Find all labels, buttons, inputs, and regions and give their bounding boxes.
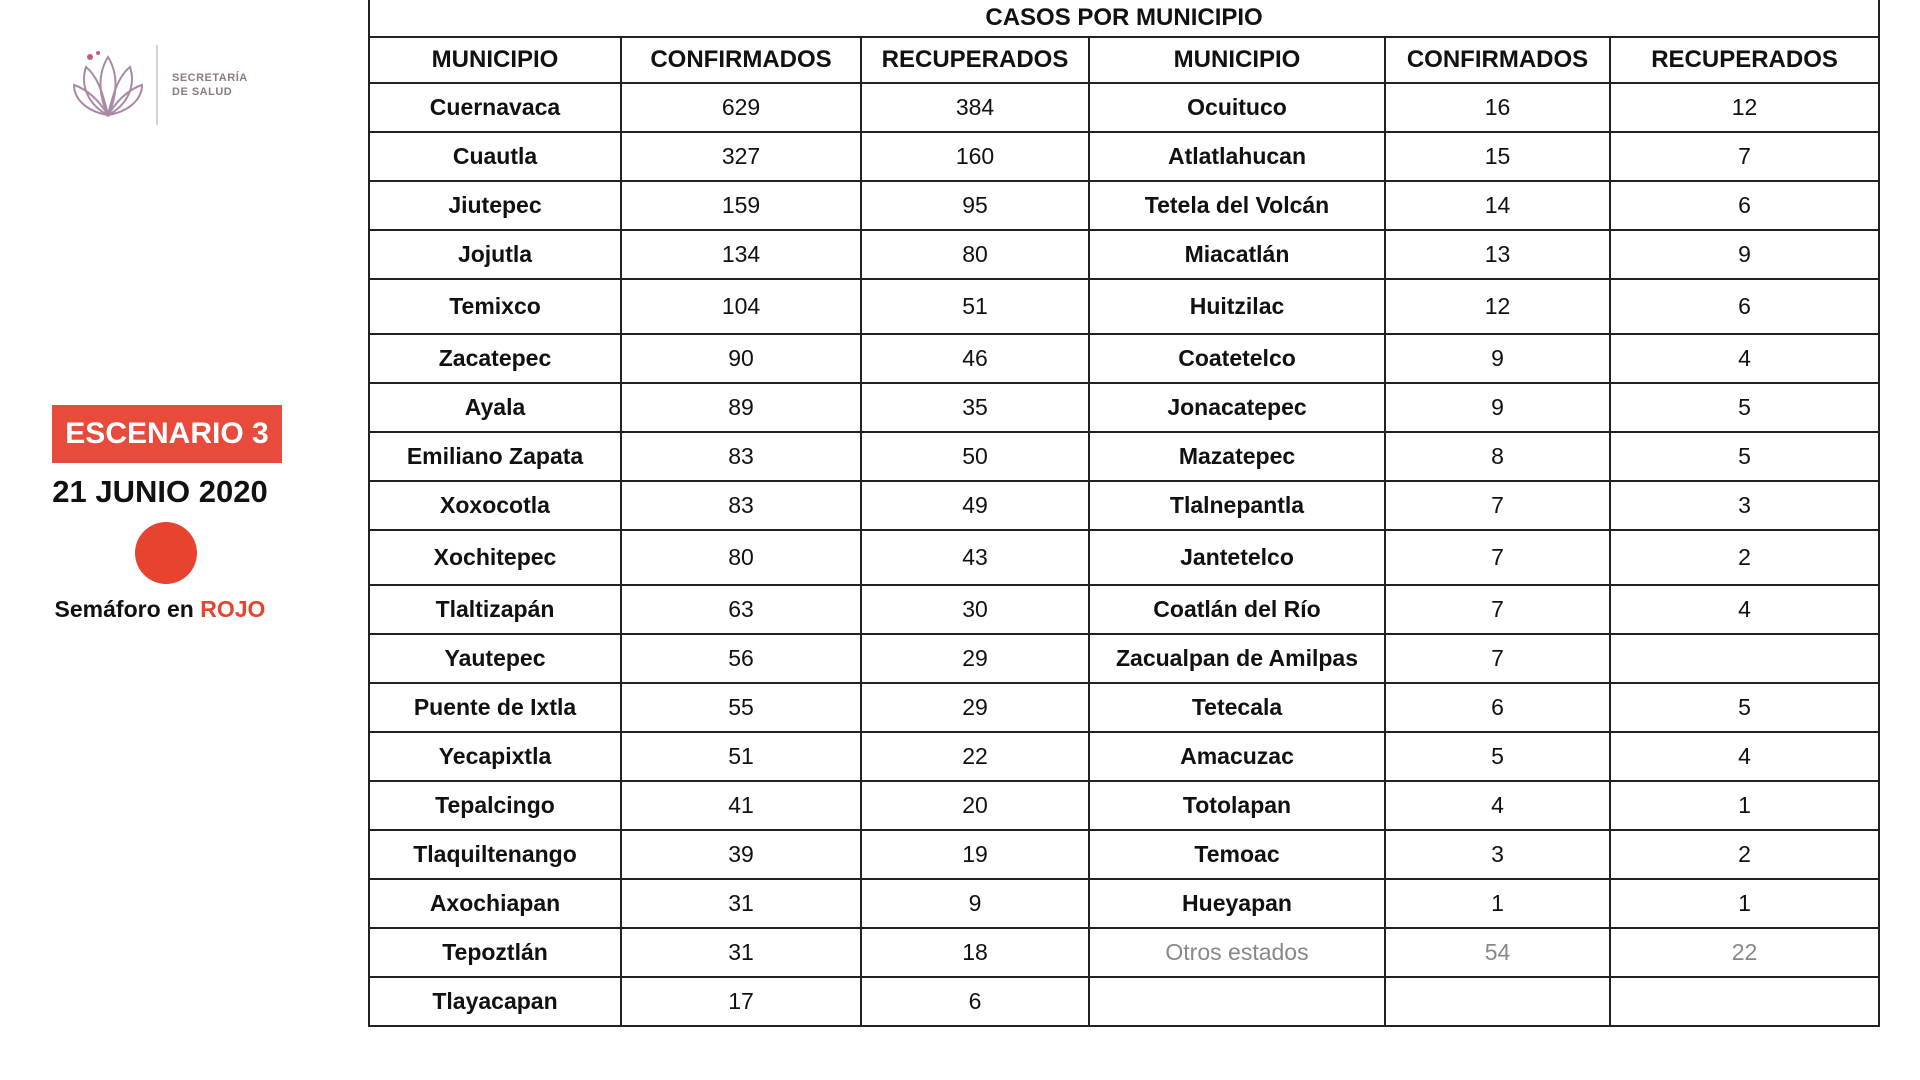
cell-municipio-right: Miacatlán bbox=[1089, 230, 1385, 279]
table-row bbox=[369, 334, 1879, 383]
cell-confirmados-left: 17 bbox=[621, 977, 861, 1026]
cell-recuperados-left: 95 bbox=[861, 181, 1089, 230]
table-row bbox=[369, 781, 1879, 830]
cell-confirmados-left: 55 bbox=[621, 683, 861, 732]
cell-municipio-left: Axochiapan bbox=[369, 879, 621, 928]
scenario-badge: ESCENARIO 3 bbox=[52, 405, 282, 463]
cell-recuperados-right: 9 bbox=[1610, 230, 1879, 279]
cell-confirmados-left: 159 bbox=[621, 181, 861, 230]
cell-confirmados-left: 629 bbox=[621, 83, 861, 132]
cell-recuperados-right: 4 bbox=[1610, 732, 1879, 781]
table-row bbox=[369, 432, 1879, 481]
cell-recuperados-left: 160 bbox=[861, 132, 1089, 181]
cell-recuperados-left: 18 bbox=[861, 928, 1089, 977]
cell-recuperados-right: 12 bbox=[1610, 83, 1879, 132]
header-recuperados-left: RECUPERADOS bbox=[861, 37, 1089, 83]
table-row bbox=[369, 83, 1879, 132]
cell-municipio-left: Yecapixtla bbox=[369, 732, 621, 781]
cell-recuperados-right: 1 bbox=[1610, 879, 1879, 928]
header-confirmados-right: CONFIRMADOS bbox=[1385, 37, 1610, 83]
logo-text bbox=[172, 71, 248, 99]
semaforo-dot bbox=[135, 522, 197, 584]
cell-municipio-right: Hueyapan bbox=[1089, 879, 1385, 928]
cell-municipio-right: Jonacatepec bbox=[1089, 383, 1385, 432]
cell-confirmados-right: 8 bbox=[1385, 432, 1610, 481]
cell-municipio-left: Tlaltizapán bbox=[369, 585, 621, 634]
cell-recuperados-right bbox=[1610, 977, 1879, 1026]
header-confirmados-left: CONFIRMADOS bbox=[621, 37, 861, 83]
cell-municipio-left: Tepoztlán bbox=[369, 928, 621, 977]
cell-confirmados-left: 31 bbox=[621, 879, 861, 928]
cell-municipio-left: Emiliano Zapata bbox=[369, 432, 621, 481]
cell-confirmados-right: 12 bbox=[1385, 279, 1610, 334]
cell-municipio-left: Puente de Ixtla bbox=[369, 683, 621, 732]
table-row bbox=[369, 879, 1879, 928]
cell-recuperados-left: 6 bbox=[861, 977, 1089, 1026]
semaforo-color-word: ROJO bbox=[200, 596, 266, 622]
cell-recuperados-right: 2 bbox=[1610, 830, 1879, 879]
cell-recuperados-left: 30 bbox=[861, 585, 1089, 634]
cell-municipio-right: Otros estados bbox=[1089, 928, 1385, 977]
cell-recuperados-right: 6 bbox=[1610, 279, 1879, 334]
cell-municipio-right: Atlatlahucan bbox=[1089, 132, 1385, 181]
logo-line2: DE SALUD bbox=[172, 86, 233, 98]
cell-municipio-right: Zacualpan de Amilpas bbox=[1089, 634, 1385, 683]
cell-recuperados-left: 46 bbox=[861, 334, 1089, 383]
cell-municipio-right: Jantetelco bbox=[1089, 530, 1385, 585]
cell-recuperados-left: 80 bbox=[861, 230, 1089, 279]
table-body bbox=[369, 83, 1879, 1026]
table-row bbox=[369, 830, 1879, 879]
cell-confirmados-left: 104 bbox=[621, 279, 861, 334]
cell-municipio-left: Xoxocotla bbox=[369, 481, 621, 530]
cell-confirmados-right: 9 bbox=[1385, 383, 1610, 432]
header-municipio-right: MUNICIPIO bbox=[1089, 37, 1385, 83]
cell-confirmados-right: 4 bbox=[1385, 781, 1610, 830]
cell-confirmados-right: 16 bbox=[1385, 83, 1610, 132]
cell-confirmados-left: 41 bbox=[621, 781, 861, 830]
cell-recuperados-right: 6 bbox=[1610, 181, 1879, 230]
cell-confirmados-left: 83 bbox=[621, 481, 861, 530]
cell-municipio-right: Tetecala bbox=[1089, 683, 1385, 732]
cell-confirmados-right: 54 bbox=[1385, 928, 1610, 977]
cell-confirmados-left: 90 bbox=[621, 334, 861, 383]
cell-recuperados-right: 3 bbox=[1610, 481, 1879, 530]
table-row bbox=[369, 683, 1879, 732]
logo-divider bbox=[156, 45, 158, 125]
table-row bbox=[369, 481, 1879, 530]
cell-confirmados-left: 63 bbox=[621, 585, 861, 634]
header-municipio-left: MUNICIPIO bbox=[369, 37, 621, 83]
cell-municipio-right: Huitzilac bbox=[1089, 279, 1385, 334]
cell-recuperados-right: 2 bbox=[1610, 530, 1879, 585]
table-row bbox=[369, 230, 1879, 279]
table-row bbox=[369, 928, 1879, 977]
cell-confirmados-right: 7 bbox=[1385, 634, 1610, 683]
cell-confirmados-right: 7 bbox=[1385, 585, 1610, 634]
secretaria-salud-logo bbox=[68, 40, 258, 130]
cell-confirmados-right: 3 bbox=[1385, 830, 1610, 879]
cell-confirmados-right: 9 bbox=[1385, 334, 1610, 383]
cell-confirmados-right: 6 bbox=[1385, 683, 1610, 732]
cell-municipio-left: Jiutepec bbox=[369, 181, 621, 230]
table-row bbox=[369, 383, 1879, 432]
cell-recuperados-left: 35 bbox=[861, 383, 1089, 432]
cell-municipio-left: Yautepec bbox=[369, 634, 621, 683]
cell-confirmados-right bbox=[1385, 977, 1610, 1026]
cell-confirmados-right: 1 bbox=[1385, 879, 1610, 928]
cell-confirmados-right: 7 bbox=[1385, 481, 1610, 530]
cell-municipio-left: Cuernavaca bbox=[369, 83, 621, 132]
table-row bbox=[369, 530, 1879, 585]
cell-municipio-left: Zacatepec bbox=[369, 334, 621, 383]
cell-recuperados-right: 5 bbox=[1610, 683, 1879, 732]
cell-recuperados-left: 20 bbox=[861, 781, 1089, 830]
semaforo-prefix: Semáforo en bbox=[54, 596, 201, 622]
header-recuperados-right: RECUPERADOS bbox=[1610, 37, 1879, 83]
cell-recuperados-right: 5 bbox=[1610, 432, 1879, 481]
cell-recuperados-left: 43 bbox=[861, 530, 1089, 585]
cell-municipio-right: Ocuituco bbox=[1089, 83, 1385, 132]
table-row bbox=[369, 132, 1879, 181]
cell-confirmados-left: 39 bbox=[621, 830, 861, 879]
cell-confirmados-left: 134 bbox=[621, 230, 861, 279]
cell-confirmados-left: 89 bbox=[621, 383, 861, 432]
cell-municipio-left: Tlayacapan bbox=[369, 977, 621, 1026]
cell-municipio-left: Cuautla bbox=[369, 132, 621, 181]
cases-table bbox=[368, 0, 1880, 1027]
cell-municipio-left: Xochitepec bbox=[369, 530, 621, 585]
cell-confirmados-right: 13 bbox=[1385, 230, 1610, 279]
cell-municipio-right: Temoac bbox=[1089, 830, 1385, 879]
cell-municipio-left: Temixco bbox=[369, 279, 621, 334]
cell-municipio-right: Tlalnepantla bbox=[1089, 481, 1385, 530]
cell-recuperados-left: 51 bbox=[861, 279, 1089, 334]
cell-confirmados-left: 51 bbox=[621, 732, 861, 781]
table-title: CASOS POR MUNICIPIO bbox=[369, 0, 1879, 37]
cell-recuperados-right bbox=[1610, 634, 1879, 683]
cell-confirmados-right: 14 bbox=[1385, 181, 1610, 230]
cell-recuperados-left: 50 bbox=[861, 432, 1089, 481]
cell-recuperados-right: 1 bbox=[1610, 781, 1879, 830]
cell-municipio-left: Tlaquiltenango bbox=[369, 830, 621, 879]
logo-line1: SECRETARÍA bbox=[172, 72, 248, 84]
cell-confirmados-right: 7 bbox=[1385, 530, 1610, 585]
cases-table-wrap bbox=[368, 0, 1878, 1027]
cell-confirmados-right: 5 bbox=[1385, 732, 1610, 781]
cell-recuperados-left: 9 bbox=[861, 879, 1089, 928]
table-row bbox=[369, 279, 1879, 334]
table-row bbox=[369, 585, 1879, 634]
cell-confirmados-left: 327 bbox=[621, 132, 861, 181]
table-row bbox=[369, 732, 1879, 781]
cell-municipio-right: Tetela del Volcán bbox=[1089, 181, 1385, 230]
cell-recuperados-right: 4 bbox=[1610, 585, 1879, 634]
cell-recuperados-right: 22 bbox=[1610, 928, 1879, 977]
cell-confirmados-left: 83 bbox=[621, 432, 861, 481]
cell-recuperados-left: 29 bbox=[861, 634, 1089, 683]
cell-confirmados-left: 80 bbox=[621, 530, 861, 585]
cell-municipio-right: Amacuzac bbox=[1089, 732, 1385, 781]
cell-recuperados-left: 384 bbox=[861, 83, 1089, 132]
cell-recuperados-left: 19 bbox=[861, 830, 1089, 879]
cell-municipio-right: Totolapan bbox=[1089, 781, 1385, 830]
cell-municipio-right: Coatlán del Río bbox=[1089, 585, 1385, 634]
cell-recuperados-left: 22 bbox=[861, 732, 1089, 781]
cell-recuperados-left: 29 bbox=[861, 683, 1089, 732]
table-row bbox=[369, 181, 1879, 230]
cell-municipio-left: Ayala bbox=[369, 383, 621, 432]
cell-confirmados-left: 31 bbox=[621, 928, 861, 977]
cell-recuperados-right: 4 bbox=[1610, 334, 1879, 383]
semaforo-label bbox=[20, 596, 300, 623]
cell-municipio-left: Jojutla bbox=[369, 230, 621, 279]
scenario-date: 21 JUNIO 2020 bbox=[52, 474, 268, 509]
cell-confirmados-right: 15 bbox=[1385, 132, 1610, 181]
cell-municipio-left: Tepalcingo bbox=[369, 781, 621, 830]
table-row bbox=[369, 634, 1879, 683]
left-panel bbox=[0, 0, 360, 1080]
cell-confirmados-left: 56 bbox=[621, 634, 861, 683]
cell-municipio-right: Coatetelco bbox=[1089, 334, 1385, 383]
cell-recuperados-left: 49 bbox=[861, 481, 1089, 530]
cell-municipio-right bbox=[1089, 977, 1385, 1026]
cell-recuperados-right: 5 bbox=[1610, 383, 1879, 432]
table-row bbox=[369, 977, 1879, 1026]
cell-municipio-right: Mazatepec bbox=[1089, 432, 1385, 481]
lotus-logo-icon bbox=[68, 45, 148, 125]
cell-recuperados-right: 7 bbox=[1610, 132, 1879, 181]
